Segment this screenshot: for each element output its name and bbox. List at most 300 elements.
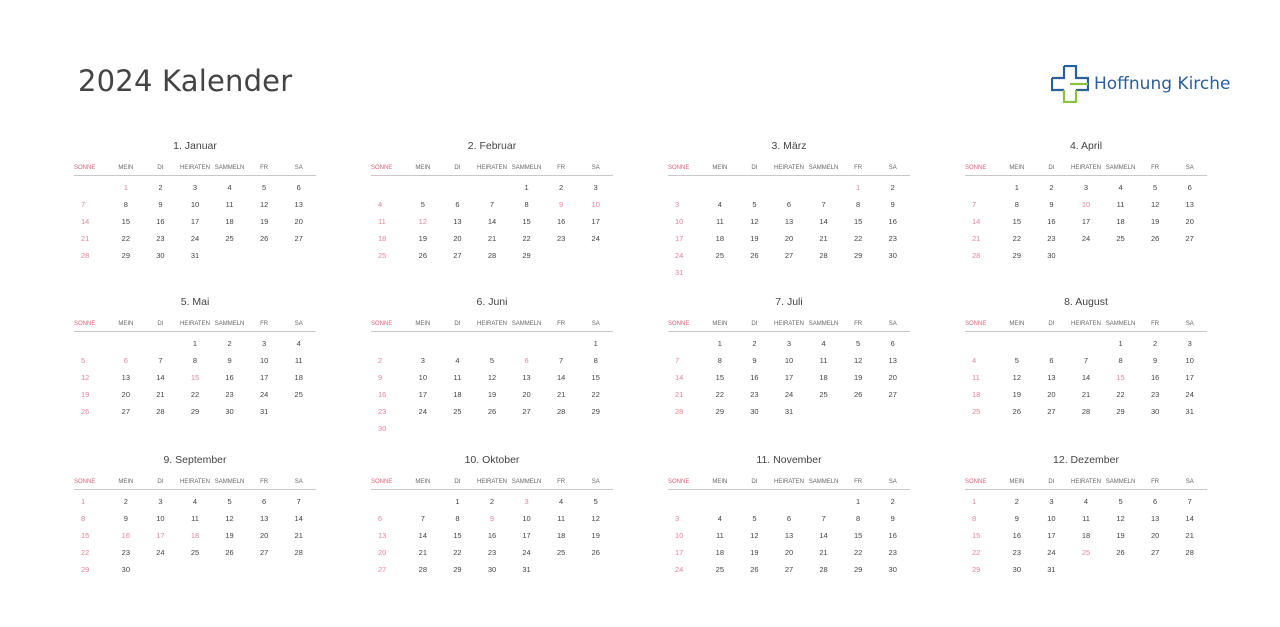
day-cell: 8 xyxy=(856,514,861,523)
day-cell: 9 xyxy=(227,356,232,365)
day-cell: 4 xyxy=(1083,497,1089,506)
day-cell: 24 xyxy=(675,565,684,574)
week-row xyxy=(74,403,316,420)
weekday-label: FR xyxy=(260,479,269,485)
week-row xyxy=(371,561,613,578)
weekday-label: DI xyxy=(1048,321,1055,327)
day-cell: 10 xyxy=(675,217,684,226)
day-cell: 26 xyxy=(853,390,863,399)
week-row xyxy=(74,230,316,247)
day-cell: 8 xyxy=(1118,356,1123,365)
day-cell: 5 xyxy=(1153,183,1158,192)
day-cell: 29 xyxy=(715,407,725,416)
weekday-label: SAMMELN xyxy=(1105,321,1136,327)
day-cell: 19 xyxy=(750,548,759,557)
day-cell: 8 xyxy=(1014,200,1019,209)
day-cell: 30 xyxy=(750,407,759,416)
weekday-header xyxy=(668,479,910,490)
month-title: 10. Oktober xyxy=(464,454,520,466)
week-row xyxy=(371,493,613,510)
day-cell: 9 xyxy=(752,356,757,365)
day-cell: 29 xyxy=(81,565,90,574)
day-cell: 16 xyxy=(888,531,897,540)
day-cell: 27 xyxy=(294,234,303,243)
weekday-label: SAMMELN xyxy=(808,165,839,171)
day-cell: 2 xyxy=(1014,497,1019,506)
day-cell: 1 xyxy=(455,497,460,506)
day-cell: 19 xyxy=(1012,390,1022,399)
day-cell: 11 xyxy=(715,531,724,540)
day-cell: 14 xyxy=(675,373,684,382)
logo-text: Hoffnung Kirche xyxy=(1094,74,1231,94)
weekday-header xyxy=(74,165,316,176)
day-cell: 3 xyxy=(675,200,680,209)
weekday-label: SONNE xyxy=(668,479,690,485)
weekday-label: FR xyxy=(1151,321,1160,327)
day-cell: 27 xyxy=(1150,548,1160,557)
weekday-label: HEIRATEN xyxy=(1071,321,1101,327)
day-cell: 17 xyxy=(156,531,165,540)
day-cell: 17 xyxy=(1047,531,1056,540)
weekday-label: SA xyxy=(294,321,303,327)
day-cell: 23 xyxy=(156,234,165,243)
weekday-header xyxy=(371,321,613,332)
week-row xyxy=(668,213,910,230)
weekday-label: DI xyxy=(751,165,758,171)
day-cell: 4 xyxy=(455,356,460,365)
day-cell: 24 xyxy=(784,390,794,399)
day-cell: 18 xyxy=(294,373,303,382)
week-row xyxy=(668,386,910,403)
day-cell: 1 xyxy=(81,497,86,506)
week-row xyxy=(668,369,910,386)
day-cell: 23 xyxy=(121,548,131,557)
day-cell: 2 xyxy=(1049,183,1054,192)
day-cell: 1 xyxy=(593,339,598,348)
week-row xyxy=(965,247,1207,264)
weekday-label: HEIRATEN xyxy=(1071,165,1101,171)
day-cell: 26 xyxy=(1150,234,1160,243)
weekday-label: MEIN xyxy=(415,165,431,171)
day-cell: 7 xyxy=(972,200,977,209)
day-cell: 28 xyxy=(294,548,303,557)
day-cell: 4 xyxy=(1118,183,1123,192)
day-cell: 23 xyxy=(556,234,566,243)
weekday-label: MEIN xyxy=(118,321,134,327)
day-cell: 31 xyxy=(784,407,794,416)
weekday-label: SONNE xyxy=(965,479,987,485)
weekday-label: MEIN xyxy=(118,165,134,171)
week-row xyxy=(668,264,910,281)
day-cell: 2 xyxy=(158,183,163,192)
day-cell: 22 xyxy=(1012,234,1022,243)
day-cell: 10 xyxy=(675,531,684,540)
weekday-label: SA xyxy=(888,479,897,485)
weekday-label: SAMMELN xyxy=(511,321,542,327)
day-cell: 5 xyxy=(752,200,757,209)
month-block xyxy=(965,139,1207,264)
day-cell: 13 xyxy=(121,373,131,382)
day-cell: 7 xyxy=(559,356,564,365)
weekday-label: FR xyxy=(557,165,566,171)
day-cell: 17 xyxy=(190,217,200,226)
weekday-header xyxy=(668,165,910,176)
week-row xyxy=(74,196,316,213)
week-row xyxy=(668,527,910,544)
weekday-label: FR xyxy=(854,321,863,327)
day-cell: 10 xyxy=(1185,356,1194,365)
day-cell: 20 xyxy=(378,548,387,557)
day-cell: 12 xyxy=(853,356,863,365)
day-cell: 25 xyxy=(225,234,234,243)
day-cell: 5 xyxy=(856,339,861,348)
day-cell: 10 xyxy=(1081,200,1091,209)
day-cell: 22 xyxy=(121,234,131,243)
weekday-label: FR xyxy=(557,479,566,485)
day-cell: 21 xyxy=(1081,390,1091,399)
day-cell: 18 xyxy=(715,548,725,557)
day-cell: 6 xyxy=(455,200,460,209)
day-cell: 3 xyxy=(593,183,598,192)
day-cell: 13 xyxy=(453,217,462,226)
day-cell: 28 xyxy=(81,251,90,260)
week-row xyxy=(965,196,1207,213)
day-cell: 1 xyxy=(123,183,128,192)
weekday-label: SAMMELN xyxy=(1105,479,1136,485)
weekday-label: SA xyxy=(1185,479,1194,485)
weekday-label: FR xyxy=(854,165,863,171)
week-row xyxy=(74,213,316,230)
day-cell: 17 xyxy=(418,390,428,399)
day-cell: 15 xyxy=(853,217,863,226)
day-cell: 16 xyxy=(1047,217,1056,226)
day-cell: 1 xyxy=(192,339,198,348)
day-cell: 10 xyxy=(190,200,200,209)
day-cell: 23 xyxy=(1047,234,1056,243)
day-cell: 3 xyxy=(262,339,267,348)
weekday-label: SA xyxy=(591,479,600,485)
day-cell: 27 xyxy=(1047,407,1056,416)
day-cell: 11 xyxy=(191,514,199,523)
day-cell: 15 xyxy=(1012,217,1022,226)
day-cell: 16 xyxy=(1150,373,1160,382)
month-block xyxy=(965,295,1207,420)
weekday-label: FR xyxy=(1151,479,1160,485)
week-row xyxy=(371,403,613,420)
day-cell: 5 xyxy=(593,497,598,506)
day-cell: 23 xyxy=(378,407,387,416)
day-cell: 26 xyxy=(1116,548,1125,557)
day-cell: 8 xyxy=(192,356,198,365)
week-row xyxy=(965,335,1207,352)
week-row xyxy=(965,230,1207,247)
day-cell: 12 xyxy=(259,200,269,209)
week-row xyxy=(74,352,316,369)
day-cell: 10 xyxy=(784,356,794,365)
day-cell: 2 xyxy=(890,183,895,192)
day-cell: 19 xyxy=(750,234,759,243)
day-cell: 4 xyxy=(717,200,722,209)
day-cell: 13 xyxy=(1047,373,1056,382)
day-cell: 30 xyxy=(156,251,165,260)
logo xyxy=(1051,64,1230,104)
day-cell: 5 xyxy=(81,356,86,365)
day-cell: 19 xyxy=(259,217,269,226)
day-cell: 1 xyxy=(524,183,529,192)
day-cell: 16 xyxy=(487,531,497,540)
weekday-label: MEIN xyxy=(712,479,728,485)
weekday-header xyxy=(965,479,1207,490)
day-cell: 18 xyxy=(556,531,566,540)
weekday-label: HEIRATEN xyxy=(774,321,804,327)
day-cell: 25 xyxy=(556,548,566,557)
day-cell: 31 xyxy=(259,407,269,416)
day-cell: 6 xyxy=(890,339,895,348)
month-block xyxy=(668,139,910,281)
day-cell: 21 xyxy=(81,234,90,243)
day-cell: 1 xyxy=(1118,339,1123,348)
day-cell: 18 xyxy=(453,390,462,399)
day-cell: 14 xyxy=(1185,514,1194,523)
day-cell: 26 xyxy=(225,548,234,557)
day-cell: 22 xyxy=(715,390,725,399)
day-cell: 6 xyxy=(1187,183,1192,192)
day-cell: 7 xyxy=(81,200,86,209)
day-cell: 20 xyxy=(784,234,794,243)
day-cell: 16 xyxy=(225,373,234,382)
month-title: 11. November xyxy=(756,454,822,466)
day-cell: 28 xyxy=(556,407,566,416)
day-cell: 24 xyxy=(1047,548,1056,557)
weekday-label: HEIRATEN xyxy=(180,165,210,171)
day-cell: 25 xyxy=(819,390,828,399)
day-cell: 18 xyxy=(972,390,981,399)
day-cell: 7 xyxy=(489,200,495,209)
day-cell: 9 xyxy=(489,514,495,523)
week-row xyxy=(371,247,613,264)
day-cell: 22 xyxy=(190,390,200,399)
day-cell: 13 xyxy=(1185,200,1194,209)
day-cell: 15 xyxy=(190,373,200,382)
weekday-label: SAMMELN xyxy=(511,479,542,485)
day-cell: 17 xyxy=(591,217,600,226)
week-row xyxy=(371,352,613,369)
day-cell: 27 xyxy=(784,251,794,260)
week-row xyxy=(965,527,1207,544)
weekday-label: SA xyxy=(591,165,600,171)
week-row xyxy=(371,386,613,403)
weekday-label: HEIRATEN xyxy=(477,479,507,485)
weekday-label: SONNE xyxy=(668,321,690,327)
day-cell: 7 xyxy=(1083,356,1089,365)
week-row xyxy=(965,403,1207,420)
day-cell: 20 xyxy=(453,234,462,243)
day-cell: 9 xyxy=(1014,514,1019,523)
day-cell: 31 xyxy=(675,268,684,277)
day-cell: 19 xyxy=(853,373,863,382)
weekday-label: DI xyxy=(1048,479,1055,485)
day-cell: 23 xyxy=(888,548,897,557)
day-cell: 22 xyxy=(522,234,531,243)
day-cell: 22 xyxy=(972,548,981,557)
week-row xyxy=(74,179,316,196)
day-cell: 3 xyxy=(786,339,792,348)
day-cell: 12 xyxy=(1012,373,1022,382)
day-cell: 2 xyxy=(1153,339,1158,348)
weekday-label: SAMMELN xyxy=(1105,165,1136,171)
day-cell: 25 xyxy=(715,565,725,574)
day-cell: 6 xyxy=(1049,356,1054,365)
day-cell: 5 xyxy=(420,200,425,209)
day-cell: 30 xyxy=(487,565,497,574)
day-cell: 4 xyxy=(559,497,564,506)
weekday-label: FR xyxy=(1151,165,1160,171)
day-cell: 11 xyxy=(453,373,462,382)
weekday-label: DI xyxy=(157,165,164,171)
day-cell: 6 xyxy=(524,356,529,365)
day-cell: 17 xyxy=(1185,373,1194,382)
week-row xyxy=(371,420,613,437)
day-cell: 30 xyxy=(378,424,387,433)
week-row xyxy=(668,544,910,561)
day-cell: 3 xyxy=(1083,183,1089,192)
day-cell: 18 xyxy=(378,234,387,243)
day-cell: 1 xyxy=(1014,183,1019,192)
weekday-label: DI xyxy=(157,321,164,327)
day-cell: 7 xyxy=(821,514,826,523)
day-cell: 10 xyxy=(418,373,428,382)
day-cell: 26 xyxy=(487,407,497,416)
month-title: 1. Januar xyxy=(173,140,217,152)
day-cell: 25 xyxy=(1081,548,1091,557)
day-cell: 23 xyxy=(1012,548,1022,557)
day-cell: 17 xyxy=(1081,217,1091,226)
weekday-label: SONNE xyxy=(965,321,987,327)
week-row xyxy=(965,510,1207,527)
day-cell: 3 xyxy=(192,183,198,192)
weekday-label: SONNE xyxy=(965,165,987,171)
day-cell: 27 xyxy=(378,565,387,574)
weekday-label: SONNE xyxy=(371,165,393,171)
month-block xyxy=(668,295,910,420)
weekday-label: SONNE xyxy=(668,165,690,171)
month-block xyxy=(74,453,316,578)
day-cell: 4 xyxy=(192,497,198,506)
day-cell: 22 xyxy=(591,390,600,399)
week-row xyxy=(371,510,613,527)
day-cell: 29 xyxy=(853,251,863,260)
day-cell: 13 xyxy=(784,531,794,540)
week-row xyxy=(371,544,613,561)
day-cell: 31 xyxy=(522,565,531,574)
day-cell: 20 xyxy=(1150,531,1160,540)
day-cell: 24 xyxy=(675,251,684,260)
week-row xyxy=(371,230,613,247)
weekday-label: MEIN xyxy=(415,479,431,485)
weekday-label: MEIN xyxy=(1009,321,1025,327)
week-row xyxy=(965,493,1207,510)
day-cell: 24 xyxy=(1185,390,1194,399)
day-cell: 25 xyxy=(453,407,462,416)
week-row xyxy=(371,179,613,196)
day-cell: 12 xyxy=(750,217,759,226)
day-cell: 24 xyxy=(1081,234,1091,243)
day-cell: 19 xyxy=(418,234,428,243)
day-cell: 11 xyxy=(294,356,303,365)
day-cell: 30 xyxy=(121,565,131,574)
weekday-label: SA xyxy=(1185,165,1194,171)
weekday-label: SA xyxy=(888,321,897,327)
day-cell: 1 xyxy=(856,497,861,506)
day-cell: 5 xyxy=(1118,497,1123,506)
weekday-label: SA xyxy=(888,165,897,171)
weekday-label: SONNE xyxy=(74,479,96,485)
cross-logo-icon xyxy=(1051,65,1089,103)
day-cell: 16 xyxy=(121,531,131,540)
day-cell: 8 xyxy=(593,356,598,365)
day-cell: 15 xyxy=(1116,373,1125,382)
day-cell: 11 xyxy=(1116,200,1125,209)
day-cell: 21 xyxy=(294,531,303,540)
day-cell: 11 xyxy=(225,200,234,209)
month-block xyxy=(74,295,316,420)
day-cell: 12 xyxy=(591,514,600,523)
month-block xyxy=(74,139,316,264)
day-cell: 23 xyxy=(225,390,234,399)
week-row xyxy=(668,179,910,196)
day-cell: 29 xyxy=(453,565,462,574)
day-cell: 13 xyxy=(294,200,303,209)
day-cell: 12 xyxy=(487,373,497,382)
week-row xyxy=(74,335,316,352)
day-cell: 26 xyxy=(81,407,90,416)
week-row xyxy=(74,544,316,561)
weekday-label: MEIN xyxy=(1009,479,1025,485)
month-title: 3. März xyxy=(771,140,807,152)
day-cell: 27 xyxy=(121,407,131,416)
day-cell: 12 xyxy=(750,531,759,540)
day-cell: 24 xyxy=(522,548,531,557)
day-cell: 20 xyxy=(784,548,794,557)
day-cell: 7 xyxy=(1187,497,1192,506)
day-cell: 8 xyxy=(524,200,529,209)
day-cell: 29 xyxy=(190,407,200,416)
weekday-label: SAMMELN xyxy=(214,479,245,485)
day-cell: 4 xyxy=(821,339,826,348)
weekday-label: FR xyxy=(260,321,269,327)
day-cell: 19 xyxy=(1116,531,1125,540)
day-cell: 6 xyxy=(786,514,792,523)
day-cell: 14 xyxy=(156,373,165,382)
week-row xyxy=(371,369,613,386)
day-cell: 3 xyxy=(524,497,529,506)
day-cell: 28 xyxy=(1081,407,1091,416)
day-cell: 4 xyxy=(717,514,722,523)
day-cell: 21 xyxy=(1185,531,1194,540)
day-cell: 11 xyxy=(819,356,828,365)
day-cell: 14 xyxy=(487,217,497,226)
day-cell: 20 xyxy=(888,373,897,382)
day-cell: 22 xyxy=(853,234,863,243)
day-cell: 1 xyxy=(717,339,722,348)
weekday-label: DI xyxy=(454,321,461,327)
day-cell: 25 xyxy=(190,548,200,557)
day-cell: 21 xyxy=(819,234,828,243)
month-title: 8. August xyxy=(1064,296,1108,308)
weekday-label: SONNE xyxy=(371,479,393,485)
week-row xyxy=(371,196,613,213)
day-cell: 27 xyxy=(784,565,794,574)
